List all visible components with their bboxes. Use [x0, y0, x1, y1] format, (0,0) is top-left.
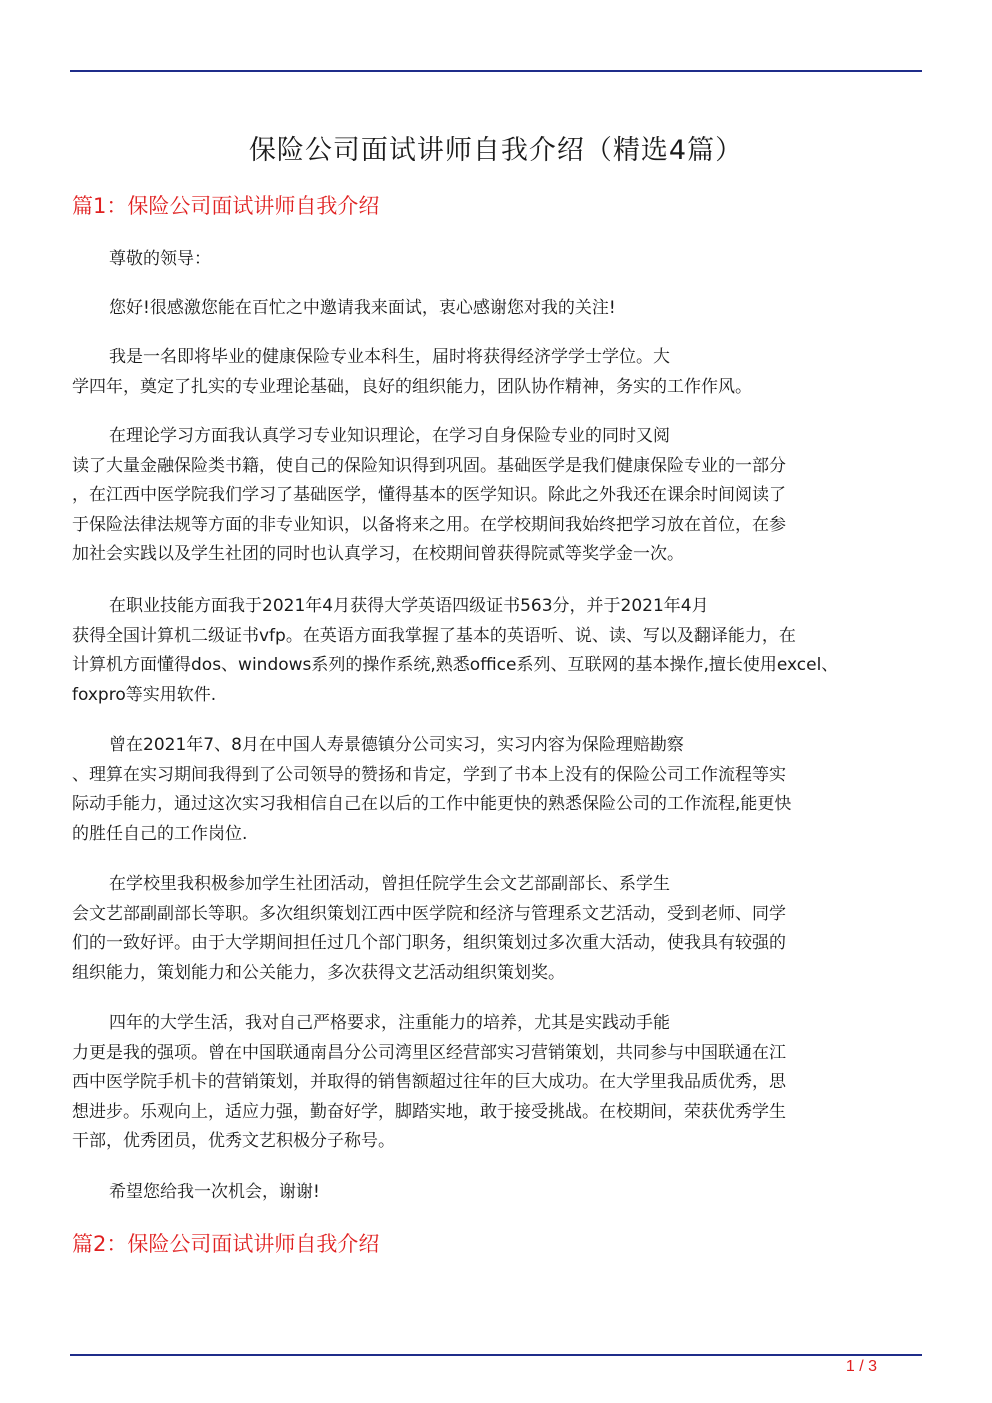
paragraph-line: 的胜任自己的工作岗位. [72, 823, 248, 844]
paragraph-closing [72, 1178, 920, 1208]
paragraph-theory-study [72, 422, 920, 570]
paragraph-line: 获得全国计算机二级证书vfp。在英语方面我掌握了基本的英语听、说、读、写以及翻译能力，在 [72, 625, 796, 646]
paragraph-line: 在学校里我积极参加学生社团活动，曾担任院学生会文艺部副部长、系学生 [109, 874, 670, 894]
article1-heading: 篇1：保险公司面试讲师自我介绍 [72, 194, 380, 218]
paragraph-greeting [72, 294, 920, 324]
paragraph-line: 组织能力，策划能力和公关能力，多次获得文艺活动组织策划奖。 [72, 962, 565, 983]
paragraph-line: ，在江西中医学院我们学习了基础医学，懂得基本的医学知识。除此之外我还在课余时间阅读了 [72, 485, 786, 505]
paragraph-line: 西中医学院手机卡的营销策划，并取得的销售额超过往年的巨大成功。在大学里我品质优秀，思 [72, 1072, 786, 1092]
paragraph-line: 曾在2021年7、8月在中国人寿景德镇分公司实习，实习内容为保险理赔勘察 [109, 735, 684, 755]
paragraph-line: 您好!很感激您能在百忙之中邀请我来面试，衷心感谢您对我的关注! [109, 298, 616, 318]
page-indicator: 1 / 3 [845, 1358, 877, 1375]
paragraph-line: 四年的大学生活，我对自己严格要求，注重能力的培养，尤其是实践动手能 [109, 1013, 670, 1033]
paragraph-internship [72, 731, 920, 849]
paragraph-line: 、理算在实习期间我得到了公司领导的赞扬和肯定，学到了书本上没有的保险公司工作流程等实 [72, 764, 786, 785]
paragraph-line: 加社会实践以及学生社团的同时也认真学习，在校期间曾获得院贰等奖学金一次。 [72, 544, 684, 564]
paragraph-line: foxpro等实用软件. [72, 684, 217, 705]
paragraph-line: 干部，优秀团员，优秀文艺积极分子称号。 [72, 1131, 395, 1151]
header-rule [70, 70, 922, 72]
article2-heading: 篇2：保险公司面试讲师自我介绍 [72, 1232, 380, 1256]
paragraph-line: 希望您给我一次机会，谢谢! [109, 1182, 320, 1202]
paragraph-line: 尊敬的领导： [109, 249, 211, 269]
footer-rule [70, 1354, 922, 1356]
paragraph-line: 想进步。乐观向上，适应力强，勤奋好学，脚踏实地，敢于接受挑战。在校期间，荣获优秀学生 [72, 1101, 786, 1122]
paragraph-line: 读了大量金融保险类书籍，使自己的保险知识得到巩固。基础医学是我们健康保险专业的一部分 [72, 455, 786, 476]
paragraph-line: 力更是我的强项。曾在中国联通南昌分公司湾里区经营部实习营销策划，共同参与中国联通在江 [72, 1042, 786, 1063]
paragraph-salutation [72, 245, 920, 275]
paragraph-line: 我是一名即将毕业的健康保险专业本科生，届时将获得经济学学士学位。大 [109, 347, 670, 367]
paragraph-college-life [72, 1009, 920, 1157]
page-title: 保险公司面试讲师自我介绍（精选4篇） [248, 135, 744, 166]
paragraph-skills [72, 592, 920, 710]
paragraph-line: 际动手能力，通过这次实习我相信自己在以后的工作中能更快的熟悉保险公司的工作流程,能更快 [72, 794, 792, 814]
paragraph-line: 计算机方面懂得dos、windows系列的操作系统,熟悉office系列、互联网的基本操作,擅长使用excel、 [72, 655, 839, 675]
paragraph-line: 们的一致好评。由于大学期间担任过几个部门职务，组织策划过多次重大活动，使我具有较强的 [72, 933, 786, 953]
paragraph-line: 在理论学习方面我认真学习专业知识理论，在学习自身保险专业的同时又阅 [109, 426, 670, 446]
paragraph-line: 会文艺部副副部长等职。多次组织策划江西中医学院和经济与管理系文艺活动，受到老师、同学 [72, 903, 786, 924]
paragraph-intro [72, 343, 920, 402]
paragraph-line: 于保险法律法规等方面的非专业知识，以备将来之用。在学校期间我始终把学习放在首位，在参 [72, 514, 786, 535]
paragraph-line: 在职业技能方面我于2021年4月获得大学英语四级证书563分，并于2021年4月 [109, 596, 709, 616]
paragraph-line: 学四年，奠定了扎实的专业理论基础，良好的组织能力，团队协作精神，务实的工作作风。 [72, 376, 752, 397]
paragraph-activities [72, 870, 920, 988]
